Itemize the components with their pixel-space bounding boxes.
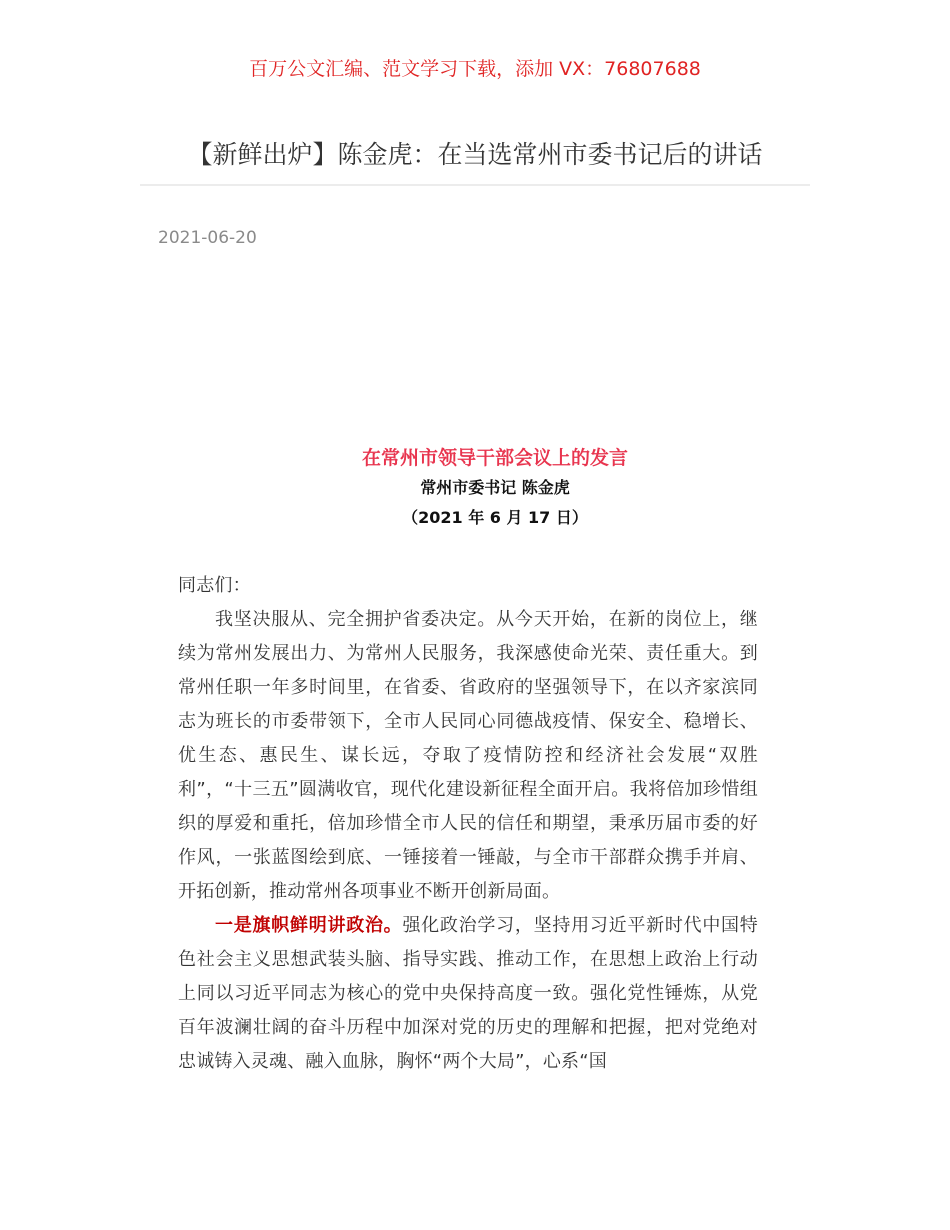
promo-banner: 百万公文汇编、范文学习下载，添加 VX：76807688 (249, 58, 701, 80)
salutation: 同志们： (178, 575, 251, 596)
publish-date: 2021-06-20 (158, 228, 257, 248)
speech-date: （2021 年 6 月 17 日） (402, 508, 588, 527)
article-title: 【新鲜出炉】陈金虎：在当选常州市委书记后的讲话 (187, 140, 763, 169)
speech-header (0, 443, 950, 533)
point-text: 强化政治学习，坚持用习近平新时代中国特色社会主义思想武装头脑、指导实践、推动工作，在思想上政治上行动上同以习近平同志为核心的党中央保持高度一致。强化党性锤炼，从党百年波澜壮阔的奋斗历程中加深对党的历史的理解和把握，把对党绝对忠诚铸入灵魂、融入血脉，胸怀“两个大局”，心系“国 (178, 915, 758, 1072)
title-divider (140, 184, 810, 186)
paragraph-2 (178, 909, 758, 1079)
paragraph-1: 我坚决服从、完全拥护省委决定。从今天开始，在新的岗位上，继续为常州发展出力、为常州人民服务，我深感使命光荣、责任重大。到常州任职一年多时间里，在省委、省政府的坚强领导下，在以齐家滨同志为班长的市委带领下，全市人民同心同德战疫情、保安全、稳增长、优生态、惠民生、谋长远，夺取了疫情防控和经济社会发展“双胜利”，“十三五”圆满收官，现代化建设新征程全面开启。我将倍加珍惜组织的厚爱和重托，倍加珍惜全市人民的信任和期望，秉承历届市委的好作风，一张蓝图绘到底、一锤接着一锤敲，与全市干部群众携手并肩、开拓创新，推动常州各项事业不断开创新局面。 (178, 609, 758, 902)
speech-title: 在常州市领导干部会议上的发言 (361, 447, 628, 469)
point-heading: 一是旗帜鲜明讲政治。 (215, 915, 403, 936)
speech-author: 常州市委书记 陈金虎 (420, 478, 570, 497)
article-body (178, 569, 758, 1079)
